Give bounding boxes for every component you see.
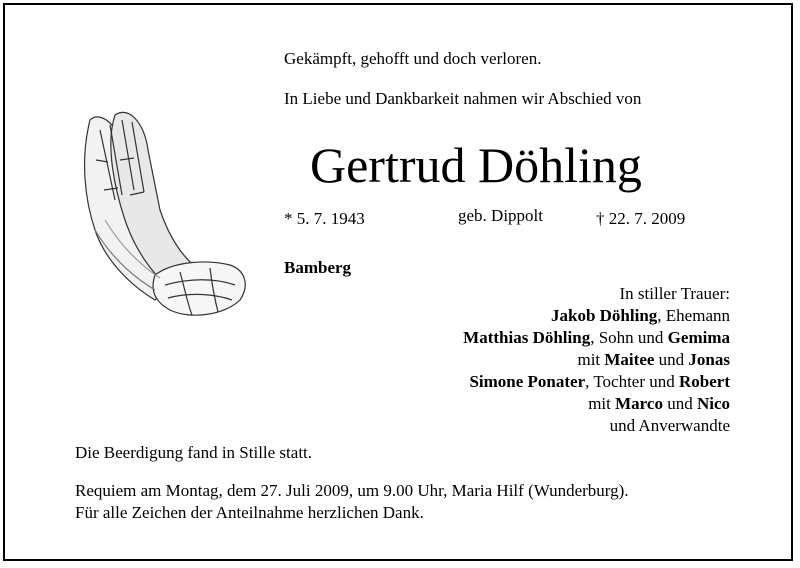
mourner-text: und bbox=[654, 350, 689, 369]
mourner-text: mit bbox=[588, 394, 616, 413]
death-date: † 22. 7. 2009 bbox=[596, 209, 686, 228]
maiden-name: geb. Dippolt bbox=[458, 206, 543, 225]
farewell-line: In Liebe und Dankbarkeit nahmen wir Abschied von bbox=[284, 89, 642, 108]
mourner-text: , Ehemann bbox=[657, 306, 730, 325]
deceased-name: Gertrud Döhling bbox=[310, 137, 642, 193]
mourner-text: Jakob Döhling bbox=[551, 306, 658, 325]
requiem-note: Requiem am Montag, dem 27. Juli 2009, um 9.00 Uhr, Maria Hilf (Wunderburg). bbox=[75, 481, 629, 500]
mourner-line bbox=[463, 305, 730, 327]
residence: Bamberg bbox=[284, 258, 352, 277]
mourner-text: Marco bbox=[615, 394, 663, 413]
mourner-text: , Tochter und bbox=[585, 372, 680, 391]
mourner-text: Jonas bbox=[688, 350, 730, 369]
mourner-text: Nico bbox=[696, 394, 730, 413]
mourners-intro: In stiller Trauer: bbox=[619, 284, 730, 303]
mourner-text: Simone Ponater bbox=[469, 372, 586, 391]
mourners-list bbox=[463, 305, 730, 437]
mourner-line bbox=[463, 393, 730, 415]
mourner-text: und Anverwandte bbox=[609, 416, 730, 435]
mourner-text: mit bbox=[577, 350, 605, 369]
praying-hands-icon bbox=[60, 100, 260, 330]
mourner-line bbox=[463, 349, 730, 371]
thanks-note: Für alle Zeichen der Anteilnahme herzlichen Dank. bbox=[75, 503, 424, 522]
mourner-text: , Sohn und bbox=[590, 328, 668, 347]
opening-line: Gekämpft, gehofft und doch verloren. bbox=[284, 49, 542, 68]
birth-date: * 5. 7. 1943 bbox=[284, 209, 365, 228]
mourner-text: und bbox=[662, 394, 697, 413]
burial-note: Die Beerdigung fand in Stille statt. bbox=[75, 443, 313, 462]
mourner-text: Robert bbox=[679, 372, 730, 391]
mourner-text: Gemima bbox=[667, 328, 730, 347]
mourner-line bbox=[463, 371, 730, 393]
mourner-line bbox=[463, 327, 730, 349]
mourner-text: Matthias Döhling bbox=[463, 328, 591, 347]
mourner-line bbox=[463, 415, 730, 437]
mourner-text: Maitee bbox=[604, 350, 655, 369]
